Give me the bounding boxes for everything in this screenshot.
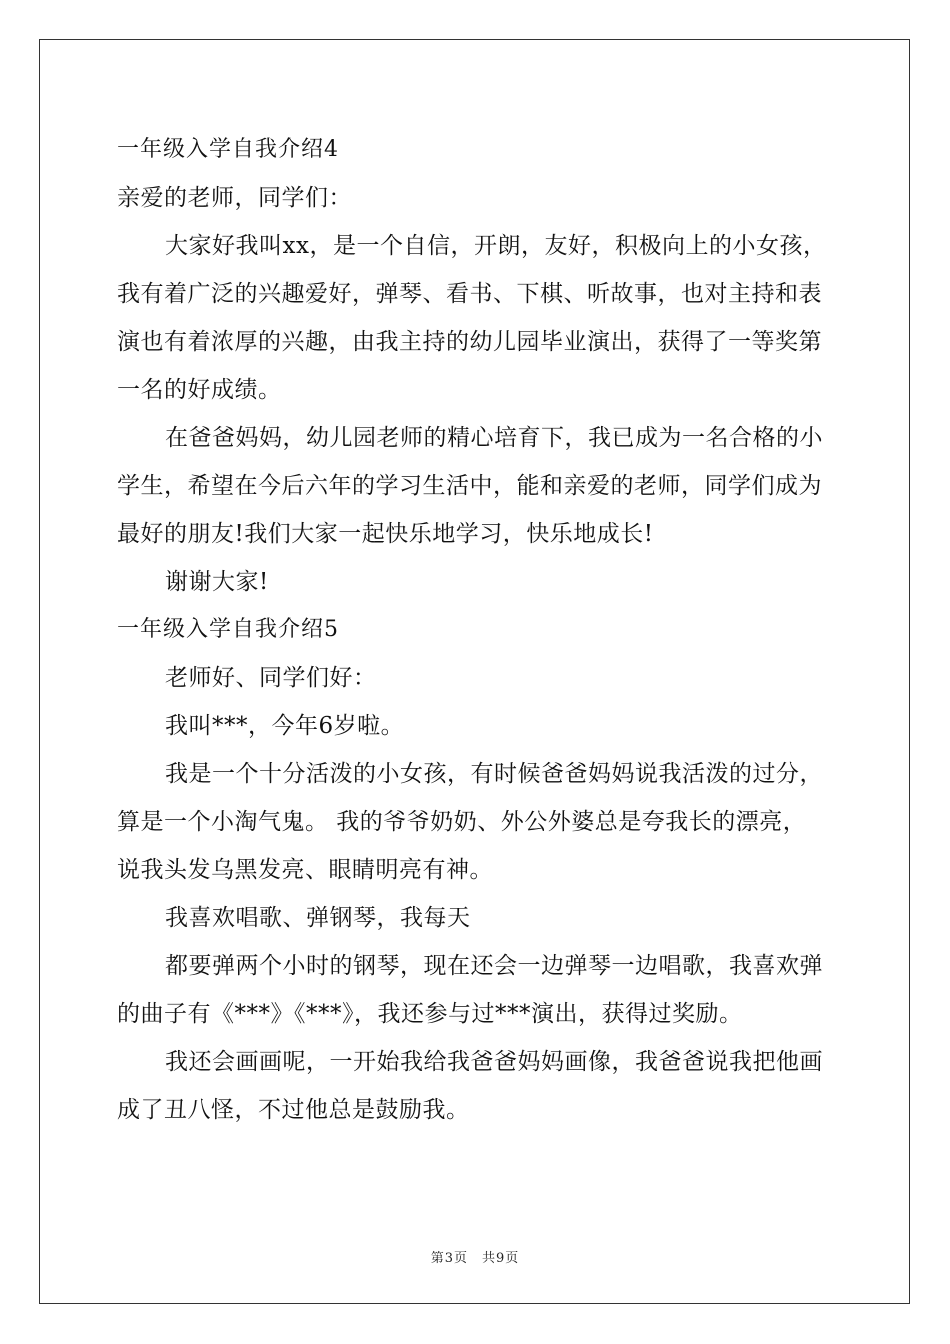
section-heading: 一年级入学自我介绍5 [117, 617, 339, 642]
section-heading: 一年级入学自我介绍4 [117, 137, 339, 162]
paragraph-line: 最好的朋友!我们大家一起快乐地学习，快乐地成长! [117, 521, 654, 547]
paragraph-line: 我有着广泛的兴趣爱好，弹琴、看书、下棋、听故事，也对主持和表 [117, 281, 822, 307]
paragraph-line: 算是一个小淘气鬼。 我的爷爷奶奶、外公外婆总是夸我长的漂亮， [117, 809, 807, 835]
paragraph-line: 在爸爸妈妈，幼儿园老师的精心培育下，我已成为一名合格的小 [165, 425, 823, 451]
paragraph-line: 一名的好成绩。 [117, 377, 282, 403]
document-body [117, 126, 837, 1134]
paragraph-line: 我是一个十分活泼的小女孩，有时候爸爸妈妈说我活泼的过分， [165, 761, 823, 787]
paragraph-line: 成了丑八怪，不过他总是鼓励我。 [117, 1097, 470, 1123]
page-total: 共9页 [482, 1251, 520, 1266]
paragraph-line: 演也有着浓厚的兴趣，由我主持的幼儿园毕业演出，获得了一等奖第 [117, 329, 822, 355]
paragraph-line: 我叫***，今年6岁啦。 [165, 713, 405, 739]
paragraph-line: 谢谢大家! [165, 569, 269, 595]
paragraph-line: 学生，希望在今后六年的学习生活中，能和亲爱的老师，同学们成为 [117, 473, 822, 499]
page-number: 第3页 [430, 1251, 468, 1266]
paragraph-line: 我喜欢唱歌、弹钢琴，我每天 [165, 905, 471, 931]
paragraph-line: 老师好、同学们好： [165, 665, 377, 691]
paragraph-line: 说我头发乌黑发亮、眼睛明亮有神。 [117, 857, 493, 883]
paragraph-line: 我还会画画呢，一开始我给我爸爸妈妈画像，我爸爸说我把他画 [165, 1049, 823, 1075]
paragraph-line: 的曲子有《***》《***》，我还参与过***演出，获得过奖励。 [117, 1001, 743, 1027]
paragraph-line: 都要弹两个小时的钢琴，现在还会一边弹琴一边唱歌，我喜欢弹 [165, 953, 823, 979]
paragraph-line: 亲爱的老师，同学们： [117, 185, 352, 211]
page-footer [0, 1247, 950, 1266]
paragraph-line: 大家好我叫xx，是一个自信，开朗，友好，积极向上的小女孩， [165, 233, 827, 259]
